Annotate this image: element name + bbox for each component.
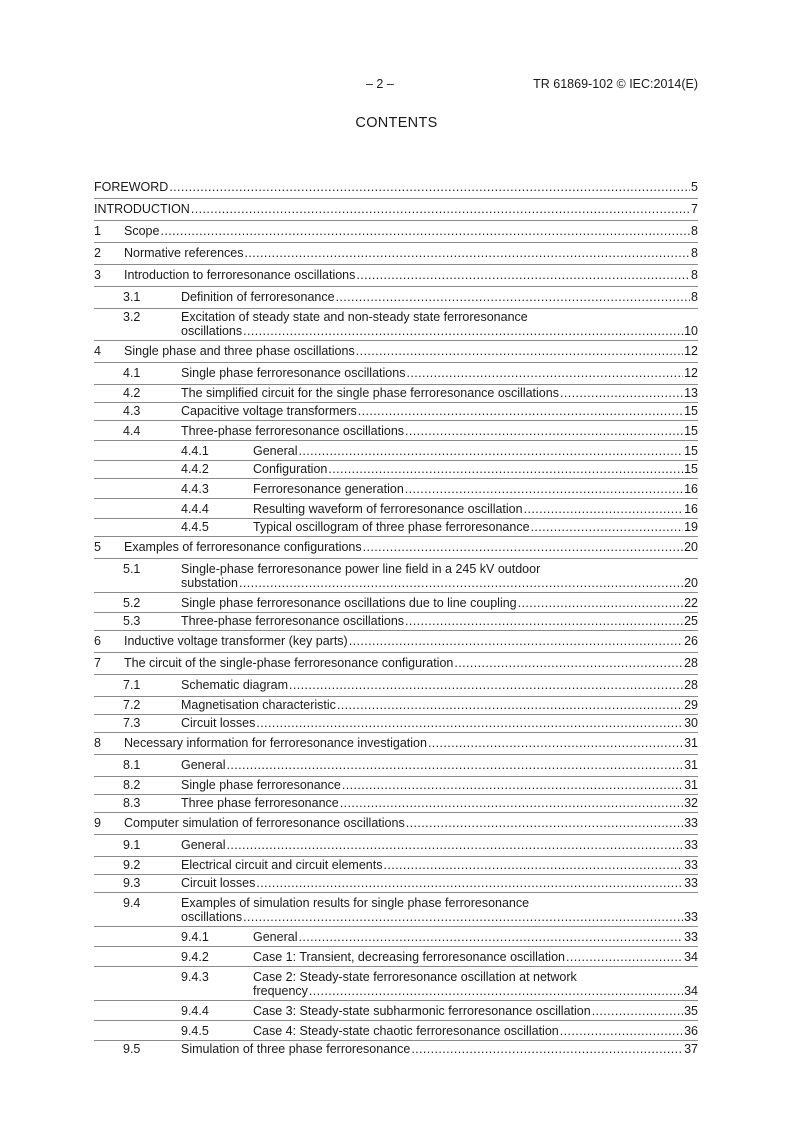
toc-entry-title: Electrical circuit and circuit elements	[181, 858, 383, 872]
toc-leader-dots	[243, 910, 683, 925]
toc-entry[interactable]	[94, 838, 698, 857]
toc-entry-page: 16	[684, 482, 698, 496]
toc-leader-dots	[245, 246, 691, 261]
toc-entry[interactable]	[94, 656, 698, 675]
toc-entry-title: Case 3: Steady-state subharmonic ferroresonance oscillation	[253, 1004, 591, 1018]
toc-entry-number: 4.4.4	[181, 502, 209, 516]
toc-entry-title: The simplified circuit for the single phase ferroresonance oscillations	[181, 386, 559, 400]
toc-leader-dots	[406, 366, 683, 381]
toc-entry[interactable]	[94, 678, 698, 697]
toc-entry-number: 7.3	[123, 716, 141, 730]
toc-leader-dots	[524, 502, 684, 517]
toc-entry-title: General	[181, 758, 226, 772]
toc-entry-title: FOREWORD	[94, 180, 169, 194]
toc-leader-dots	[363, 540, 683, 555]
toc-entry[interactable]	[94, 202, 698, 221]
toc-entry[interactable]	[94, 444, 698, 461]
toc-entry-number: 3.2	[123, 310, 141, 324]
toc-leader-dots	[428, 736, 683, 751]
toc-leader-dots	[336, 290, 690, 305]
toc-entry-page: 33	[684, 876, 698, 890]
toc-entry-title: Necessary information for ferroresonance investigation	[124, 736, 427, 750]
toc-entry-page: 36	[684, 1024, 698, 1038]
toc-entry-page: 5	[691, 180, 698, 194]
toc-entry-title: General	[253, 930, 298, 944]
toc-entry[interactable]	[94, 1004, 698, 1021]
toc-entry-page: 33	[684, 838, 698, 852]
toc-entry-number: 9.4.1	[181, 930, 209, 944]
toc-entry-number: 9.3	[123, 876, 141, 890]
toc-entry-title: Definition of ferroresonance	[181, 290, 335, 304]
toc-leader-dots	[289, 678, 683, 693]
toc-entry[interactable]	[94, 950, 698, 967]
toc-leader-dots	[298, 930, 683, 945]
toc-entry[interactable]	[94, 1042, 698, 1058]
toc-entry-page: 35	[684, 1004, 698, 1018]
toc-entry[interactable]	[94, 520, 698, 537]
toc-entry-number: 3	[94, 268, 101, 282]
toc-entry-number: 9.2	[123, 858, 141, 872]
toc-entry-number: 6	[94, 634, 101, 648]
toc-entry-title: Resulting waveform of ferroresonance oscillation	[253, 502, 523, 516]
toc-leader-dots	[405, 482, 683, 497]
toc-leader-dots	[226, 758, 683, 773]
toc-entry-number: 4.3	[123, 404, 141, 418]
toc-leader-dots	[406, 816, 683, 831]
toc-entry[interactable]	[94, 180, 698, 199]
toc-entry-number: 7.1	[123, 678, 141, 692]
toc-entry-page: 20	[684, 576, 698, 590]
toc-entry-number: 4.4.1	[181, 444, 209, 458]
toc-entry-number: 5.2	[123, 596, 141, 610]
toc-entry-title: Three-phase ferroresonance oscillations	[181, 614, 405, 628]
toc-leader-dots	[256, 876, 683, 891]
toc-entry-page: 33	[684, 816, 698, 830]
toc-entry-page: 33	[684, 930, 698, 944]
toc-entry-page: 7	[691, 202, 698, 216]
document-reference: TR 61869-102 © IEC:2014(E)	[533, 77, 698, 91]
toc-entry-number: 5.3	[123, 614, 141, 628]
toc-entry-page: 34	[684, 984, 698, 998]
toc-entry-page: 25	[684, 614, 698, 628]
toc-entry-page: 15	[684, 424, 698, 438]
toc-entry[interactable]	[94, 698, 698, 715]
toc-entry[interactable]	[94, 930, 698, 947]
toc-entry-page: 31	[684, 758, 698, 772]
toc-entry-page: 16	[684, 502, 698, 516]
toc-leader-dots	[349, 634, 683, 649]
toc-entry-number: 4.4.5	[181, 520, 209, 534]
toc-entry-title: Case 1: Transient, decreasing ferroresonance oscillation	[253, 950, 565, 964]
toc-entry-number: 9.4.4	[181, 1004, 209, 1018]
toc-entry-number: 1	[94, 224, 101, 238]
toc-entry[interactable]	[94, 876, 698, 893]
toc-leader-dots	[518, 596, 683, 611]
toc-entry-number: 8.3	[123, 796, 141, 810]
toc-entry[interactable]	[94, 290, 698, 309]
toc-entry[interactable]	[94, 796, 698, 813]
toc-leader-dots	[342, 778, 683, 793]
toc-leader-dots	[340, 796, 683, 811]
toc-entry-number: 4.4.3	[181, 482, 209, 496]
toc-entry[interactable]	[94, 310, 698, 341]
toc-entry-title: The circuit of the single-phase ferroresonance configuration	[124, 656, 454, 670]
toc-entry-number: 8.2	[123, 778, 141, 792]
toc-entry[interactable]	[94, 462, 698, 479]
toc-entry-page: 33	[684, 910, 698, 924]
contents-title: CONTENTS	[355, 115, 438, 131]
toc-entry-page: 19	[684, 520, 698, 534]
toc-entry-page: 10	[684, 324, 698, 338]
toc-entry[interactable]	[94, 540, 698, 559]
toc-leader-dots	[405, 614, 683, 629]
toc-leader-dots	[356, 268, 690, 283]
toc-entry-page: 29	[684, 698, 698, 712]
toc-entry-page: 8	[691, 290, 698, 304]
toc-entry-page: 20	[684, 540, 698, 554]
toc-entry-page: 32	[684, 796, 698, 810]
toc-entry-page: 26	[684, 634, 698, 648]
page-number: – 2 –	[366, 77, 394, 91]
toc-entry-number: 4.2	[123, 386, 141, 400]
toc-entry-page: 28	[684, 656, 698, 670]
toc-entry-page: 31	[684, 736, 698, 750]
toc-entry-number: 3.1	[123, 290, 141, 304]
toc-entry[interactable]	[94, 482, 698, 499]
toc-entry-page: 8	[691, 224, 698, 238]
toc-entry-page: 28	[684, 678, 698, 692]
toc-entry-title: Configuration	[253, 462, 328, 476]
toc-entry-title: Computer simulation of ferroresonance oscillations	[124, 816, 405, 830]
toc-entry-number: 7	[94, 656, 101, 670]
toc-entry-title: Circuit losses	[181, 716, 256, 730]
toc-entry[interactable]	[94, 858, 698, 875]
toc-entry[interactable]	[94, 716, 698, 733]
toc-leader-dots	[454, 656, 683, 671]
toc-leader-dots	[191, 202, 690, 217]
toc-entry-number: 7.2	[123, 698, 141, 712]
toc-entry-page: 15	[684, 444, 698, 458]
toc-entry[interactable]	[94, 502, 698, 519]
toc-entry[interactable]	[94, 1024, 698, 1041]
toc-entry-page: 34	[684, 950, 698, 964]
toc-entry-title: Inductive voltage transformer (key parts)	[124, 634, 348, 648]
toc-entry[interactable]	[94, 816, 698, 835]
toc-entry[interactable]	[94, 736, 698, 755]
toc-entry[interactable]	[94, 778, 698, 795]
toc-entry-title: Case 4: Steady-state chaotic ferroresonance oscillation	[253, 1024, 559, 1038]
toc-leader-dots	[405, 424, 683, 439]
toc-entry[interactable]	[94, 614, 698, 631]
toc-leader-dots	[298, 444, 683, 459]
toc-entry-number: 9	[94, 816, 101, 830]
toc-entry-title: Introduction to ferroresonance oscillations	[124, 268, 356, 282]
toc-entry-title: General	[181, 838, 226, 852]
toc-leader-dots	[531, 520, 684, 535]
toc-entry[interactable]	[94, 970, 698, 1001]
toc-entry-title: Simulation of three phase ferroresonance	[181, 1042, 411, 1056]
toc-entry[interactable]	[94, 386, 698, 403]
toc-entry-title: Single phase and three phase oscillations	[124, 344, 355, 358]
toc-entry[interactable]	[94, 268, 698, 287]
toc-entry-page: 8	[691, 246, 698, 260]
toc-entry-number: 4.1	[123, 366, 141, 380]
toc-leader-dots	[309, 984, 683, 999]
toc-leader-dots	[358, 404, 683, 419]
toc-entry-title: oscillations	[181, 910, 243, 924]
toc-entry-number: 4.4	[123, 424, 141, 438]
toc-entry-title-line1: Case 2: Steady-state ferroresonance oscillation at network	[253, 970, 577, 984]
toc-entry-title: Single phase ferroresonance oscillations	[181, 366, 406, 380]
toc-entry-title: Three phase ferroresonance	[181, 796, 339, 810]
toc-entry-number: 9.4.3	[181, 970, 209, 984]
toc-entry[interactable]	[94, 246, 698, 265]
toc-entry-number: 4.4.2	[181, 462, 209, 476]
toc-entry-page: 8	[691, 268, 698, 282]
toc-entry-page: 22	[684, 596, 698, 610]
toc-entry-title-line1: Single-phase ferroresonance power line field in a 245 kV outdoor	[181, 562, 541, 576]
toc-entry[interactable]	[94, 896, 698, 927]
toc-entry-number: 9.4	[123, 896, 141, 910]
toc-entry-page: 37	[684, 1042, 698, 1056]
toc-entry[interactable]	[94, 596, 698, 613]
toc-entry-title: substation	[181, 576, 238, 590]
toc-entry-number: 9.4.2	[181, 950, 209, 964]
toc-leader-dots	[383, 858, 683, 873]
toc-entry-title: Single phase ferroresonance oscillations due to line coupling	[181, 596, 517, 610]
toc-entry-page: 33	[684, 858, 698, 872]
toc-entry-title: Normative references	[124, 246, 244, 260]
toc-entry-title: Scope	[124, 224, 160, 238]
toc-leader-dots	[256, 716, 683, 731]
toc-leader-dots	[328, 462, 683, 477]
toc-entry[interactable]	[94, 366, 698, 385]
toc-entry[interactable]	[94, 758, 698, 777]
toc-leader-dots	[560, 1024, 683, 1039]
toc-entry-title: Single phase ferroresonance	[181, 778, 341, 792]
toc-entry[interactable]	[94, 344, 698, 363]
toc-entry-number: 8.1	[123, 758, 141, 772]
toc-entry-page: 31	[684, 778, 698, 792]
toc-leader-dots	[592, 1004, 683, 1019]
toc-leader-dots	[560, 386, 683, 401]
toc-entry-number: 9.5	[123, 1042, 141, 1056]
toc-entry-title: frequency	[253, 984, 308, 998]
toc-entry-title: Circuit losses	[181, 876, 256, 890]
toc-entry[interactable]	[94, 562, 698, 593]
toc-leader-dots	[411, 1042, 683, 1057]
toc-entry-title: Typical oscillogram of three phase ferroresonance	[253, 520, 530, 534]
toc-entry-title: Magnetisation characteristic	[181, 698, 336, 712]
toc-entry-number: 2	[94, 246, 101, 260]
toc-entry-number: 5	[94, 540, 101, 554]
toc-entry-title: INTRODUCTION	[94, 202, 190, 216]
toc-entry-page: 12	[684, 344, 698, 358]
toc-entry-page: 15	[684, 462, 698, 476]
page-header	[94, 77, 698, 93]
toc-leader-dots	[160, 224, 690, 239]
toc-entry-title: General	[253, 444, 298, 458]
toc-entry-number: 5.1	[123, 562, 141, 576]
toc-entry[interactable]	[94, 224, 698, 243]
toc-leader-dots	[356, 344, 683, 359]
toc-entry-title-line1: Examples of simulation results for single phase ferroresonance	[181, 896, 530, 910]
toc-leader-dots	[169, 180, 690, 195]
toc-entry[interactable]	[94, 424, 698, 441]
toc-leader-dots	[243, 324, 683, 339]
toc-entry-page: 12	[684, 366, 698, 380]
toc-entry-number: 8	[94, 736, 101, 750]
toc-entry-title: Ferroresonance generation	[253, 482, 404, 496]
toc-entry-title: Three-phase ferroresonance oscillations	[181, 424, 405, 438]
toc-entry-title: Schematic diagram	[181, 678, 288, 692]
toc-entry-number: 9.1	[123, 838, 141, 852]
toc-entry-title: oscillations	[181, 324, 243, 338]
toc-leader-dots	[226, 838, 683, 853]
toc-entry-number: 4	[94, 344, 101, 358]
toc-entry-title: Capacitive voltage transformers	[181, 404, 357, 418]
toc-entry[interactable]	[94, 634, 698, 653]
toc-entry-page: 13	[684, 386, 698, 400]
toc-entry-page: 15	[684, 404, 698, 418]
toc-entry-number: 9.4.5	[181, 1024, 209, 1038]
toc-leader-dots	[566, 950, 683, 965]
toc-entry-title: Examples of ferroresonance configurations	[124, 540, 362, 554]
toc-leader-dots	[337, 698, 683, 713]
toc-entry-page: 30	[684, 716, 698, 730]
toc-leader-dots	[239, 576, 683, 591]
toc-entry-title-line1: Excitation of steady state and non-steady state ferroresonance	[181, 310, 528, 324]
toc-entry[interactable]	[94, 404, 698, 421]
